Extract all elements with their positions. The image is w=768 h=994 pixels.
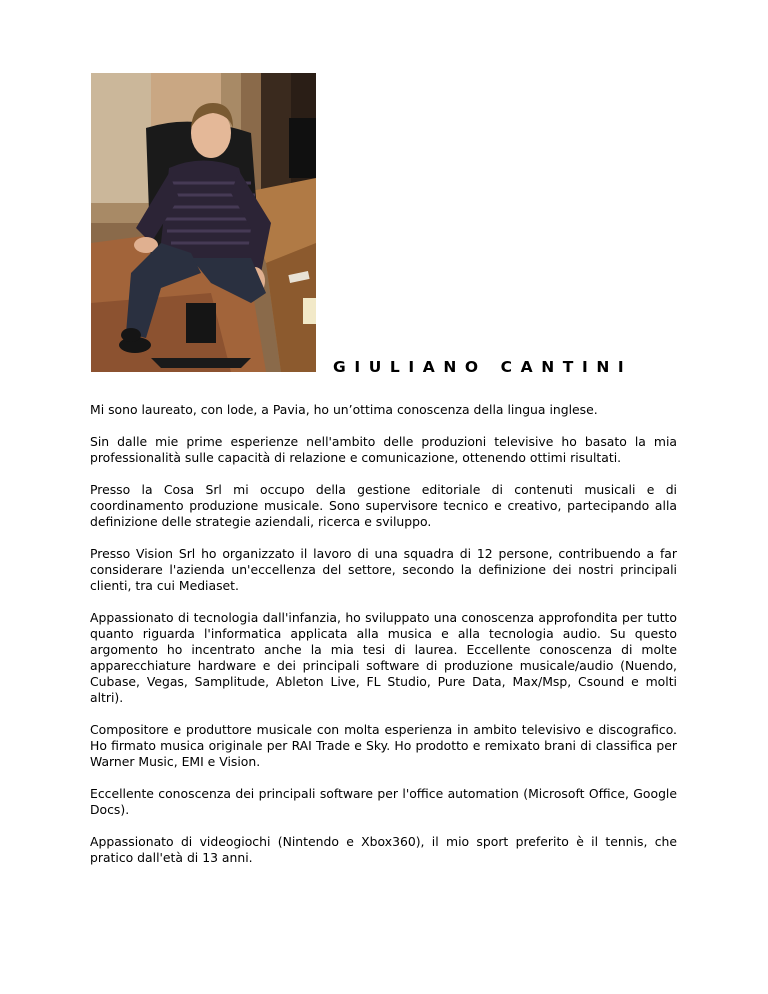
paragraph-vision-srl: Presso Vision Srl ho organizzato il lavoro di una squadra di 12 persone, contribuendo a far considerare l'azienda un'eccellenza del settore, secondo la definizione dei nostri principali clienti, tra cui Mediaset.	[90, 546, 677, 593]
paragraph-composer: Compositore e produttore musicale con molta esperienza in ambito televisivo e discografico. Ho firmato musica originale per RAI Trade e Sky. Ho prodotto e remixato brani di classifica per Warner Music, EMI e Vision.	[90, 722, 677, 769]
paragraph-office: Eccellente conoscenza dei principali software per l'office automation (Microsoft Office, Google Docs).	[90, 786, 677, 817]
profile-photo	[91, 73, 316, 372]
paragraph-hobbies: Appassionato di videogiochi (Nintendo e Xbox360), il mio sport preferito è il tennis, che pratico dall'età di 13 anni.	[90, 834, 677, 865]
page-title: GIULIANO CANTINI	[333, 358, 633, 376]
paragraph-experience: Sin dalle mie prime esperienze nell'ambito delle produzioni televisive ho basato la mia professionalità sulle capacità di relazione e comunicazione, ottenendo ottimi risultati.	[90, 434, 677, 465]
paragraph-cosa-srl: Presso la Cosa Srl mi occupo della gestione editoriale di contenuti musicali e di coordinamento produzione musicale. Sono supervisore tecnico e creativo, partecipando alla definizione delle strategie aziendali, ricerca e sviluppo.	[90, 482, 677, 529]
biography	[90, 402, 677, 882]
paragraph-technology: Appassionato di tecnologia dall'infanzia, ho sviluppato una conoscenza approfondita per tutto quanto riguarda l'informatica applicata alla musica e alla tecnologia audio. Su questo argomento ho incentrato anche la mia tesi di laurea. Eccellente conoscenza di molte apparecchiature hardware e dei principali software di produzione musicale/audio (Nuendo, Cubase, Vegas, Samplitude, Ableton Live, FL Studio, Pure Data, Max/Msp, Csound e molti altri).	[90, 610, 677, 705]
paragraph-education: Mi sono laureato, con lode, a Pavia, ho un’ottima conoscenza della lingua inglese.	[90, 402, 598, 417]
